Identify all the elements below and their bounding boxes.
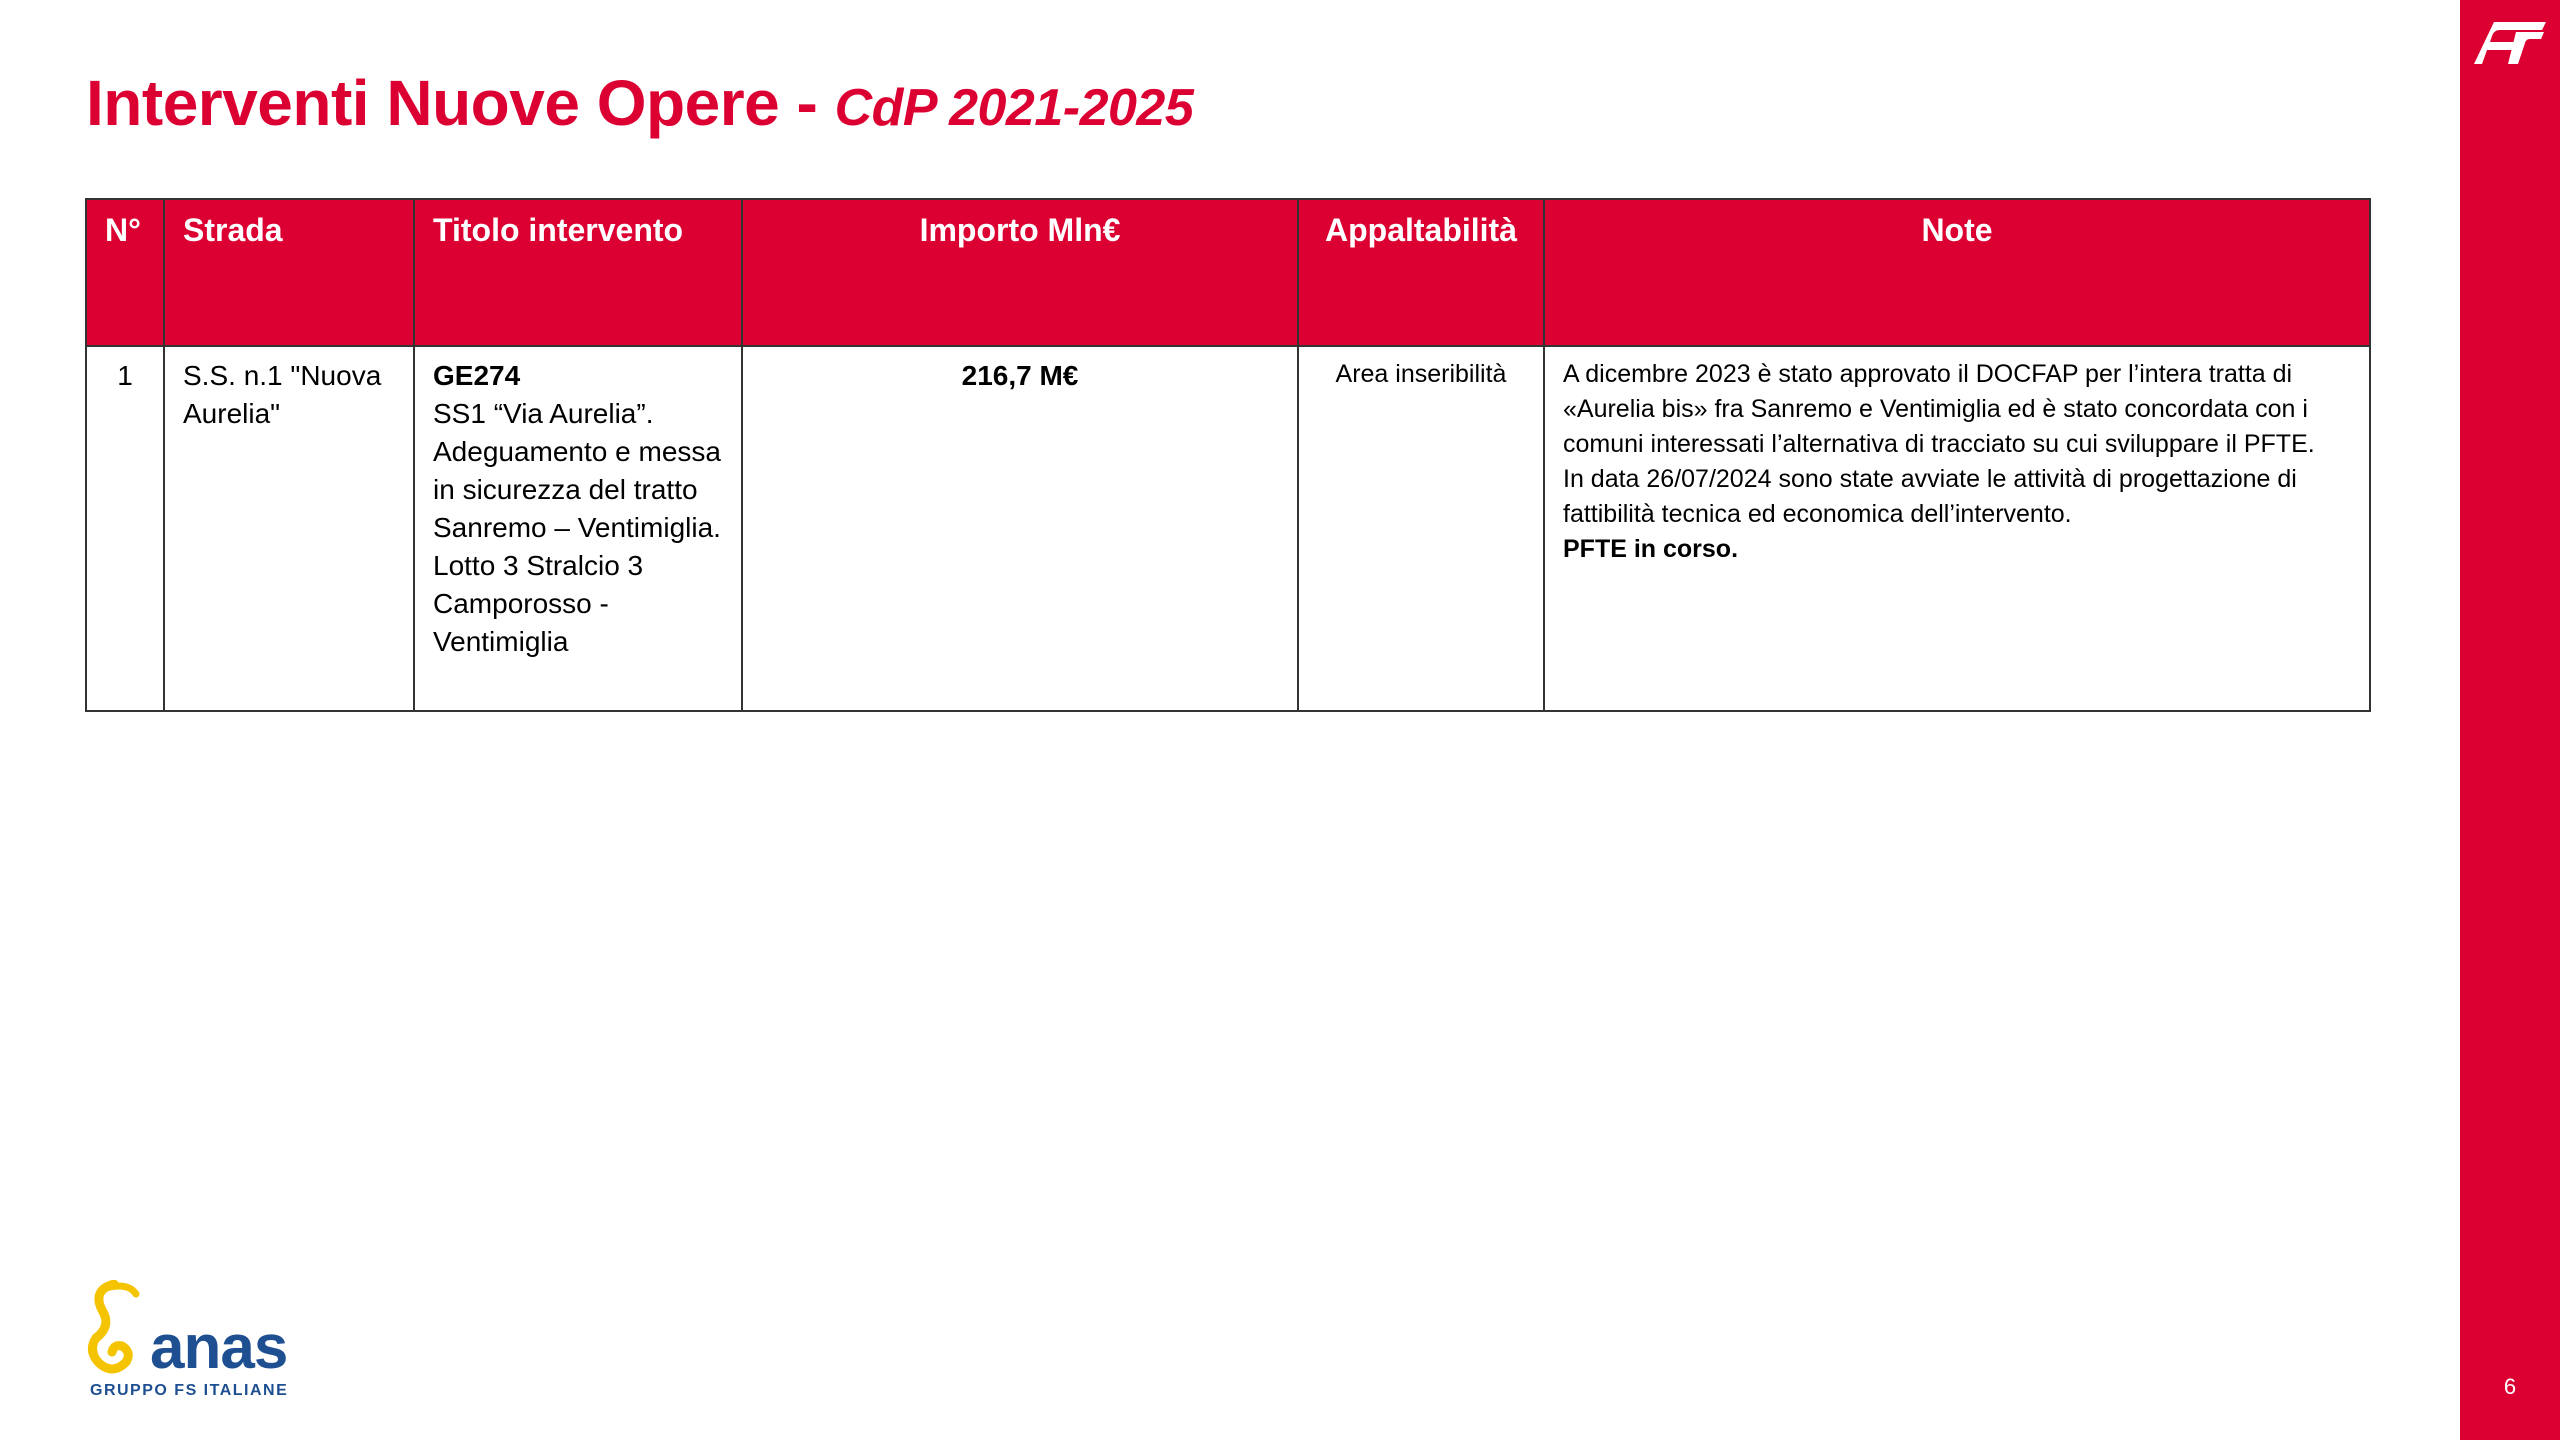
interventions-table	[85, 198, 2371, 712]
cell-n: 1	[86, 346, 164, 711]
table-header-row	[86, 199, 2370, 346]
note-p2: In data 26/07/2024 sono state avviate le attività di progettazione di fattibilità tecnica ed economica dell’intervento.	[1563, 465, 2297, 528]
header-strada: Strada	[164, 199, 414, 346]
fs-logo-icon	[2474, 18, 2548, 68]
title-subtitle: CdP 2021-2025	[834, 79, 1194, 137]
table-row	[86, 346, 2370, 711]
note-p3: PFTE in corso.	[1563, 535, 1739, 563]
header-titolo: Titolo intervento	[414, 199, 742, 346]
side-band	[2460, 0, 2560, 1440]
titolo-code: GE274	[433, 360, 521, 391]
titolo-desc: SS1 “Via Aurelia”. Adeguamento e messa in sicurezza del tratto Sanremo – Ventimiglia.	[433, 398, 721, 543]
title-main: Interventi Nuove Opere -	[86, 67, 835, 139]
cell-importo: 216,7 M€	[742, 346, 1298, 711]
cell-appaltabilita: Area inseribilità	[1298, 346, 1544, 711]
header-importo: Importo Mln€	[742, 199, 1298, 346]
header-note: Note	[1544, 199, 2370, 346]
cell-titolo	[414, 346, 742, 711]
header-appaltabilita: Appaltabilità	[1298, 199, 1544, 346]
titolo-lotto: Lotto 3 Stralcio 3 Camporosso - Ventimiglia	[433, 550, 644, 657]
page-number: 6	[2503, 1374, 2517, 1399]
header-n: N°	[86, 199, 164, 346]
cell-note	[1544, 346, 2370, 711]
cell-strada: S.S. n.1 "Nuova Aurelia"	[164, 346, 414, 711]
page-title	[86, 66, 1193, 140]
anas-wordmark: anas	[150, 1313, 288, 1382]
note-p1: A dicembre 2023 è stato approvato il DOCFAP per l’intera tratta di «Aurelia bis» fra Sanremo e Ventimiglia ed è stato concordata con i comuni interessati l’alternativa di tracciato su cui sviluppare il PFTE.	[1563, 360, 2315, 458]
anas-group-label: GRUPPO FS ITALIANE	[90, 1382, 289, 1399]
